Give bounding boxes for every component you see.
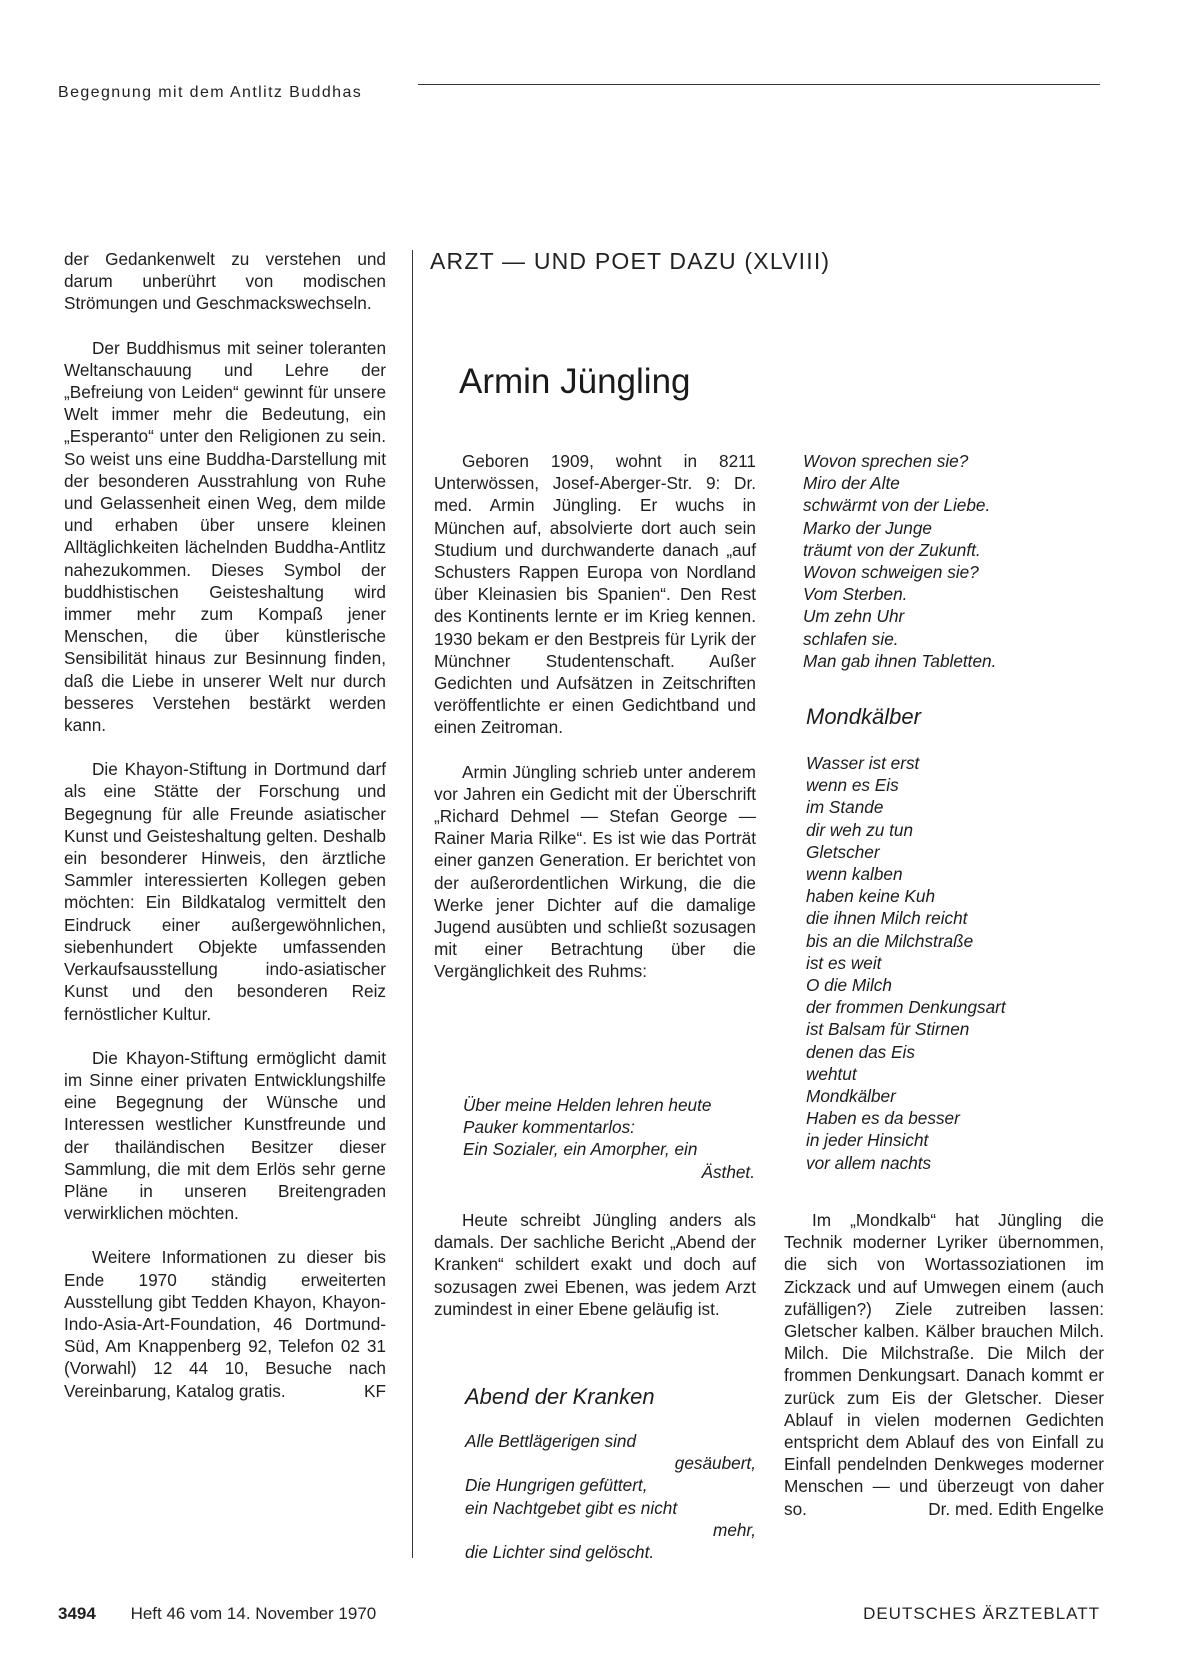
quote-line: Ein Sozialer, ein Amorpher, ein	[463, 1139, 698, 1160]
quote-line: Über meine Helden lehren heute	[463, 1095, 712, 1115]
middle-column	[434, 450, 756, 1005]
left-paragraph-3: Die Khayon-Stiftung in Dortmund darf als eine Stätte der Forschung und Begegnung für alle Freunde asiatischer Kunst und Geisteshaltung gelten. Deshalb ein besonderer Hinweis, den ärztliche Sammler interessierten Kollegen geben möchten: Ein Bildkatalog vermittelt den Eindruck einer außergewöhnlichen, siebenhundert Objekte umfassenden Verkaufsausstellung indo-asiatischer Kunst und den besonderen Reiz fernöstlicher Kultur.	[64, 759, 386, 1024]
left-paragraph-1: der Gedankenwelt zu verstehen und darum unberührt von modischen Strömungen und Geschmackswechseln.	[64, 249, 386, 314]
poem-line: träumt von der Zukunft.	[803, 539, 981, 560]
poem-abend	[465, 1430, 760, 1563]
poem-mondkaelber	[806, 752, 1106, 1174]
left-paragraph-2: Der Buddhismus mit seiner toleranten Weltanschauung und Lehre der „Befreiung von Leiden“ gewinnt für unsere Welt immer mehr die Bedeutung, ein „Esperanto“ unter den Religionen zu sein. So weist uns eine Buddha-Darstellung mit der besonderen Ausstrahlung von Ruhe und Gelassenheit einen Weg, dem milde und erhaben über unsere kleinen Alltäglichkeiten lächelnden Buddha-Antlitz nahezukommen. Dieses Symbol der buddhistischen Geisteshaltung wird immer mehr zum Kompaß jener Menschen, die über künstlerische Sensibilität hinaus zur Besinnung finden, daß die Liebe in unserer Welt nur durch besseres Verstehen bestärkt werden kann.	[64, 337, 386, 736]
left-paragraph-5	[64, 1246, 386, 1401]
poem-line: der frommen Denkungsart	[806, 997, 1006, 1018]
poem-title-mondkaelber: Mondkälber	[806, 704, 921, 729]
poem-line: Wovon sprechen sie?	[803, 451, 969, 471]
footer-left	[58, 1604, 376, 1624]
poem-title-abend: Abend der Kranken	[465, 1384, 655, 1409]
quote-line: Pauker kommentarlos:	[463, 1117, 635, 1138]
middle-paragraph-1: Geboren 1909, wohnt in 8211 Unterwössen, Josef-Aberger-Str. 9: Dr. med. Armin Jüngling. Er wuchs in München auf, absolvierte dort auch sein Studium und durchwanderte danach „auf Schusters Rappen Europa von Nordland über Kleinasien bis Spanien“. Den Rest des Kontinents lernte er im Krieg kennen. 1930 bekam er den Bestpreis für Lyrik der Münchner Studentenschaft. Außer Gedichten und Aufsätzen in Zeitschriften veröffentlichte er einen Gedichtband und einen Zeitroman.	[434, 451, 756, 738]
poem-line: dir weh zu tun	[806, 819, 914, 840]
article-signature: Dr. med. Edith Engelke	[928, 1498, 1104, 1519]
poem-line: in jeder Hinsicht	[806, 1130, 929, 1151]
poem-line: O die Milch	[806, 975, 892, 996]
poem-line: wehtut	[806, 1063, 857, 1084]
poem-line: Alle Bettlägerigen sind	[465, 1431, 637, 1451]
poem-line: wenn es Eis	[806, 775, 899, 796]
poem-line: im Stande	[806, 797, 884, 818]
poem-line: denen das Eis	[806, 1041, 915, 1062]
quote-verse	[463, 1094, 759, 1183]
poem-line: Haben es da besser	[806, 1108, 960, 1129]
middle-paragraph-3: Heute schreibt Jüngling anders als damals. Der sachliche Bericht „Abend der Kranken“ schildert exakt und doch auf sozusagen zwei Ebenen, was jedem Arzt zumindest in einer Ebene geläufig ist.	[434, 1210, 756, 1319]
column-divider	[412, 250, 413, 1558]
right-paragraph-final	[784, 1209, 1104, 1520]
left-signature: KF	[364, 1380, 386, 1401]
middle-paragraph-2: Armin Jüngling schrieb unter anderem vor Jahren ein Gedicht mit der Überschrift „Richard Dehmel — Stefan George — Rainer Maria Rilke“. Es ist wie das Porträt einer ganzen Generation. Er berichtet von der außerordentlichen Wirkung, die die Werke jener Dichter auf die damalige Jugend ausübten und schließt sozusagen mit einer Betrachtung über die Vergänglichkeit des Ruhms:	[434, 761, 756, 982]
running-title: Begegnung mit dem Antlitz Buddhas	[58, 84, 363, 101]
poem-line: Vom Sterben.	[803, 584, 908, 605]
poem-line: die Lichter sind gelöscht.	[465, 1542, 655, 1563]
header-rule	[418, 84, 1100, 85]
poem-line: ist es weit	[806, 952, 882, 973]
middle-column-lower	[434, 1209, 756, 1342]
author-name: Armin Jüngling	[459, 362, 691, 401]
poem-line: gesäubert,	[674, 1453, 756, 1474]
series-title: ARZT — UND POET DAZU (XLVIII)	[430, 248, 831, 274]
poem-line: Gletscher	[806, 841, 880, 862]
poem-line: bis an die Milchstraße	[806, 930, 974, 951]
page-number: 3494	[58, 1604, 96, 1623]
right-paragraph-text: Im „Mondkalb“ hat Jüngling die Technik moderner Lyriker übernommen, die sich von Wortassoziationen im Zickzack und auf Umwegen einem (auch zufälligen?) Ziele zutreiben lassen: Gletscher kalben. Kälber brauchen Milch. Milch. Die Milchstraße. Die Milch der frommen Denkungsart. Danach kommt er zurück zum Eis der Gletscher. Dieser Ablauf in vielen modernen Gedichten entspricht dem Ablauf des von Einfall zu Einfall pendelnden Denkweges moderner Menschen — und überzeugt von daher so.	[784, 1210, 1104, 1519]
poem-line: die ihnen Milch reicht	[806, 908, 968, 929]
poem-line: Um zehn Uhr	[803, 606, 905, 627]
issue-info: Heft 46 vom 14. November 1970	[130, 1604, 377, 1623]
poem-line: schwärmt von der Liebe.	[803, 495, 991, 516]
poem-line: haben keine Kuh	[806, 886, 936, 907]
poem-abend-continued	[803, 450, 1103, 672]
left-column	[64, 248, 386, 1424]
poem-line: Die Hungrigen gefüttert,	[465, 1475, 648, 1496]
poem-line: ein Nachtgebet gibt es nicht	[465, 1497, 678, 1518]
poem-line: Man gab ihnen Tabletten.	[803, 650, 997, 671]
poem-line: wenn kalben	[806, 864, 903, 885]
poem-line: ist Balsam für Stirnen	[806, 1019, 970, 1040]
quote-line: Ästhet.	[701, 1161, 755, 1182]
poem-line: mehr,	[713, 1519, 756, 1540]
poem-line: Wovon schweigen sie?	[803, 562, 979, 583]
poem-line: Mondkälber	[806, 1086, 896, 1107]
left-paragraph-5-text: Weitere Informationen zu dieser bis Ende 1970 ständig erweiterten Ausstellung gibt Tedden Khayon, Khayon-Indo-Asia-Art-Foundation, 46 Dortmund-Süd, Am Knappenberg 92, Telefon 02 31 (Vorwahl) 12 44 10, Besuche nach Vereinbarung, Katalog gratis.	[64, 1247, 386, 1401]
poem-line: Miro der Alte	[803, 473, 900, 494]
poem-line: Wasser ist erst	[806, 753, 920, 773]
poem-line: vor allem nachts	[806, 1152, 932, 1173]
poem-line: Marko der Junge	[803, 517, 932, 538]
left-paragraph-4: Die Khayon-Stiftung ermöglicht damit im Sinne einer privaten Entwicklungshilfe eine Begegnung der Wünsche und Interessen westlicher Kunstfreunde und der thailändischen Besitzer dieser Sammlung, die mit dem Erlös sehr gerne Pläne in unseren Breitengraden verwirklichen möchten.	[64, 1047, 386, 1224]
right-column-lower	[784, 1209, 1104, 1542]
poem-line: schlafen sie.	[803, 628, 899, 649]
journal-name: DEUTSCHES ÄRZTEBLATT	[863, 1604, 1100, 1623]
